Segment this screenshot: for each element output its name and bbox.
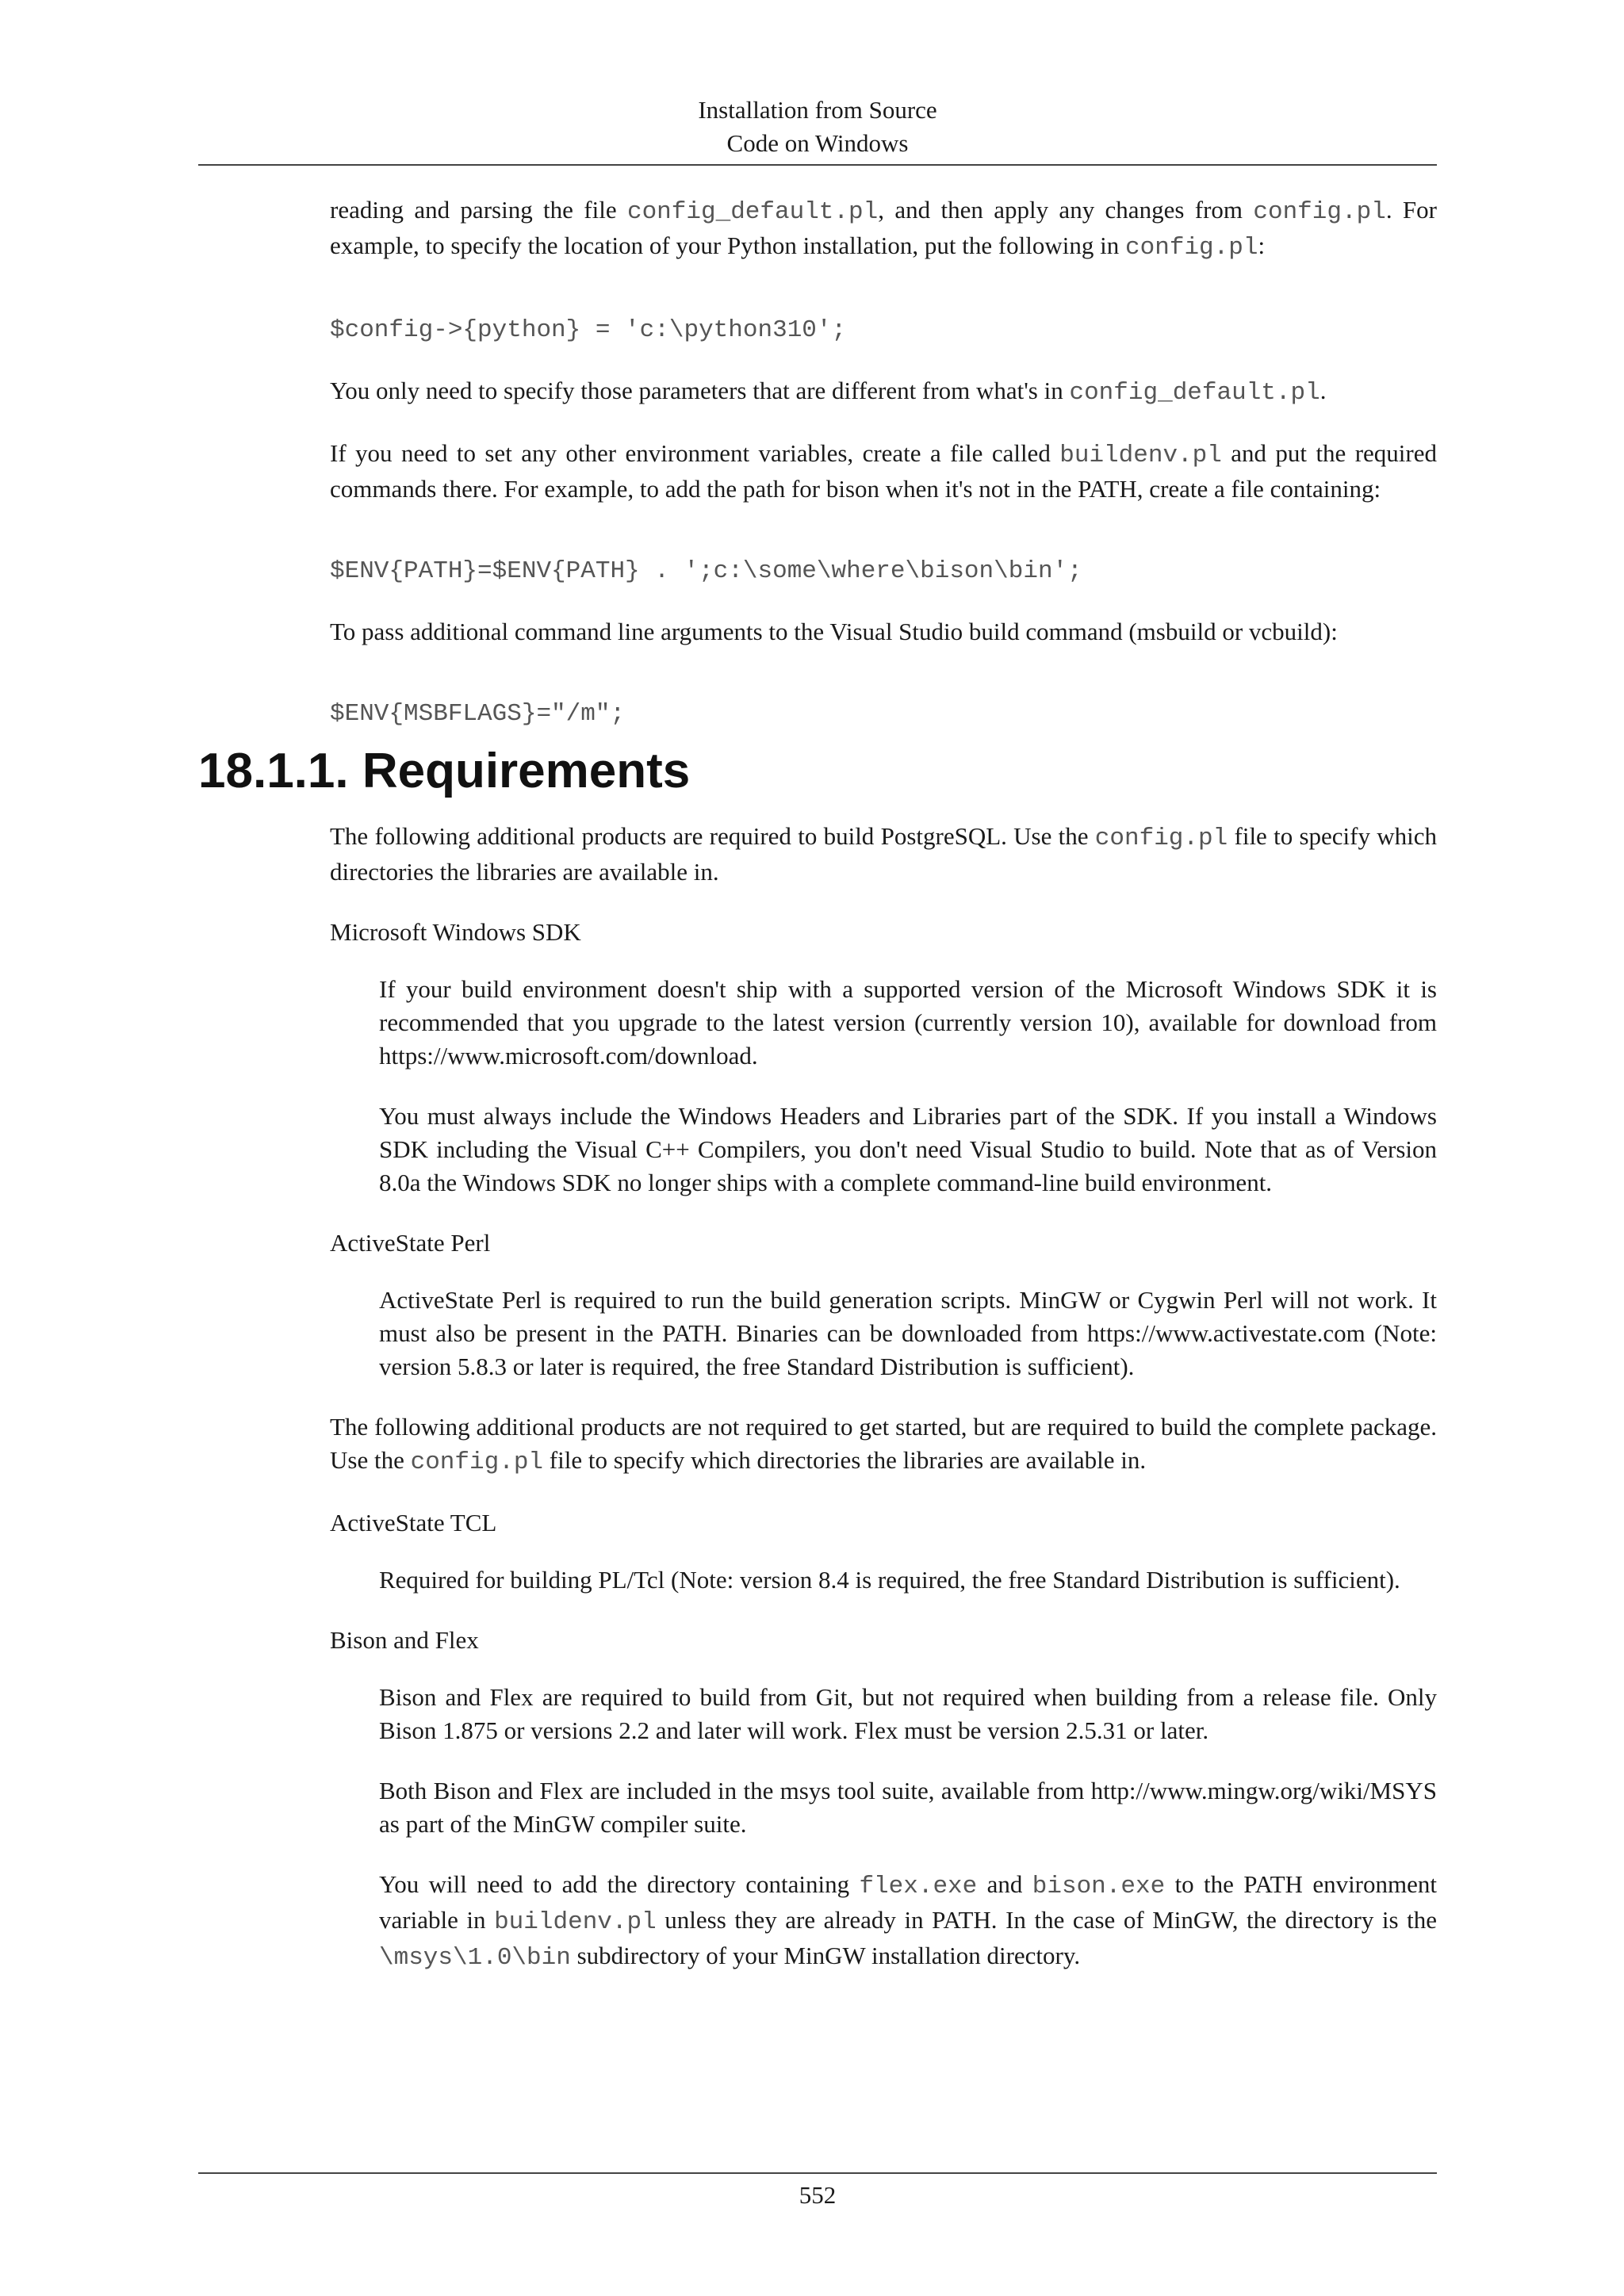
text: , and then apply any changes from: [878, 196, 1254, 224]
bison-paragraph-2: Both Bison and Flex are included in the msys tool suite, available from http://www.mingw.org/wiki/MSYS as part of the MinGW compiler suite.: [379, 1777, 1437, 1838]
definition-windows-sdk: [379, 973, 1437, 1200]
intro-paragraph-2: [330, 374, 1437, 410]
text: .: [1320, 377, 1327, 404]
text: :: [1258, 232, 1266, 259]
footer-rule: [198, 2172, 1437, 2174]
text: file to specify which directories the libraries are available in.: [330, 822, 1438, 886]
text: You will need to add the directory containing: [379, 1870, 860, 1898]
page-number: 552: [799, 2181, 837, 2209]
page-content: [198, 193, 1438, 2002]
text: and put the required commands there. For example, to add the path for bison when it's not in the PATH, create a file containing:: [330, 439, 1437, 503]
text: file to specify which directories the libraries are available in.: [543, 1446, 1147, 1474]
inline-code: config.pl: [410, 1448, 544, 1476]
bison-paragraph-1: Bison and Flex are required to build from Git, but not required when building from a release file. Only Bison 1.875 or versions 2.2 and later will work. Flex must be version 2.5.31 or later.: [379, 1683, 1437, 1744]
code-block-msbflags: $ENV{MSBFLAGS}="/m";: [330, 700, 626, 728]
requirements-paragraph-1: [330, 820, 1437, 889]
inline-code: flex.exe: [859, 1873, 978, 1900]
intro-paragraph-3: [330, 437, 1437, 506]
definition-activestate-tcl: [379, 1563, 1437, 1597]
sdk-paragraph-2: You must always include the Windows Headers and Libraries part of the SDK. If you install a Windows SDK including the Visual C++ Compilers, you don't need Visual Studio to build. Note that as of Version 8.0a the Windows SDK no longer ships with a complete command-line build environment.: [379, 1102, 1437, 1196]
term-activestate-tcl: ActiveState TCL: [330, 1509, 497, 1536]
inline-code: config.pl: [1253, 198, 1386, 226]
text: You only need to specify those parameters that are different from what's in: [330, 377, 1070, 404]
inline-code: config_default.pl: [626, 198, 879, 226]
bison-paragraph-3: [379, 1868, 1437, 1975]
intro-paragraph-1: [330, 193, 1437, 265]
requirements-paragraph-2: [330, 1410, 1437, 1479]
inline-code: buildenv.pl: [494, 1908, 657, 1936]
header-line-2: Code on Windows: [726, 129, 909, 157]
inline-code: config.pl: [1094, 825, 1228, 852]
text: . For example, to specify the location of your Python installation, put the following in: [330, 196, 1437, 259]
intro-paragraph-4: To pass additional command line arguments to the Visual Studio build command (msbuild or vcbuild):: [330, 618, 1338, 645]
text: The following additional products are required to build PostgreSQL. Use the: [330, 822, 1095, 850]
tcl-paragraph-1: Required for building PL/Tcl (Note: version 8.4 is required, the free Standard Distribution is sufficient).: [379, 1566, 1400, 1594]
text: to the PATH environment variable in: [379, 1870, 1437, 1934]
inline-code: bison.exe: [1032, 1873, 1166, 1900]
term-windows-sdk: Microsoft Windows SDK: [330, 918, 581, 946]
text: The following additional products are not required to get started, but are required to build the complete package. Use the: [330, 1413, 1437, 1474]
perl-paragraph-1: ActiveState Perl is required to run the build generation scripts. MinGW or Cygwin Perl will not work. It must also be present in the PATH. Binaries can be downloaded from https://www.activestate.com (Note: version 5.8.3 or later is required, the free Standard Distribution is sufficient).: [379, 1286, 1437, 1380]
code-block-python: $config->{python} = 'c:\python310';: [330, 316, 847, 344]
section-heading: 18.1.1. Requirements: [198, 744, 691, 798]
inline-code: config.pl: [1125, 234, 1258, 262]
header-line-1: Installation from Source: [698, 96, 937, 124]
text: and: [977, 1870, 1032, 1898]
inline-code: config_default.pl: [1069, 379, 1320, 407]
term-activestate-perl: ActiveState Perl: [330, 1229, 491, 1257]
code-block-env-path: $ENV{PATH}=$ENV{PATH} . ';c:\some\where\bison\bin';: [330, 557, 1082, 585]
definition-activestate-perl: [379, 1284, 1437, 1383]
inline-code: \msys\1.0\bin: [379, 1944, 571, 1972]
definition-bison-and-flex: [379, 1681, 1437, 1975]
term-bison-and-flex: Bison and Flex: [330, 1626, 479, 1654]
sdk-paragraph-1: If your build environment doesn't ship with a supported version of the Microsoft Windows SDK it is recommended that you upgrade to the latest version (currently version 10), available for download from https://www.microsoft.com/download.: [379, 975, 1437, 1070]
header-rule: [198, 164, 1437, 166]
text: reading and parsing the file: [330, 196, 627, 224]
text: If you need to set any other environment variables, create a file called: [330, 439, 1060, 467]
running-header: [198, 94, 1437, 160]
inline-code: buildenv.pl: [1059, 442, 1222, 469]
text: unless they are already in PATH. In the case of MinGW, the directory is the: [656, 1906, 1438, 1934]
text: subdirectory of your MinGW installation directory.: [570, 1942, 1081, 1969]
